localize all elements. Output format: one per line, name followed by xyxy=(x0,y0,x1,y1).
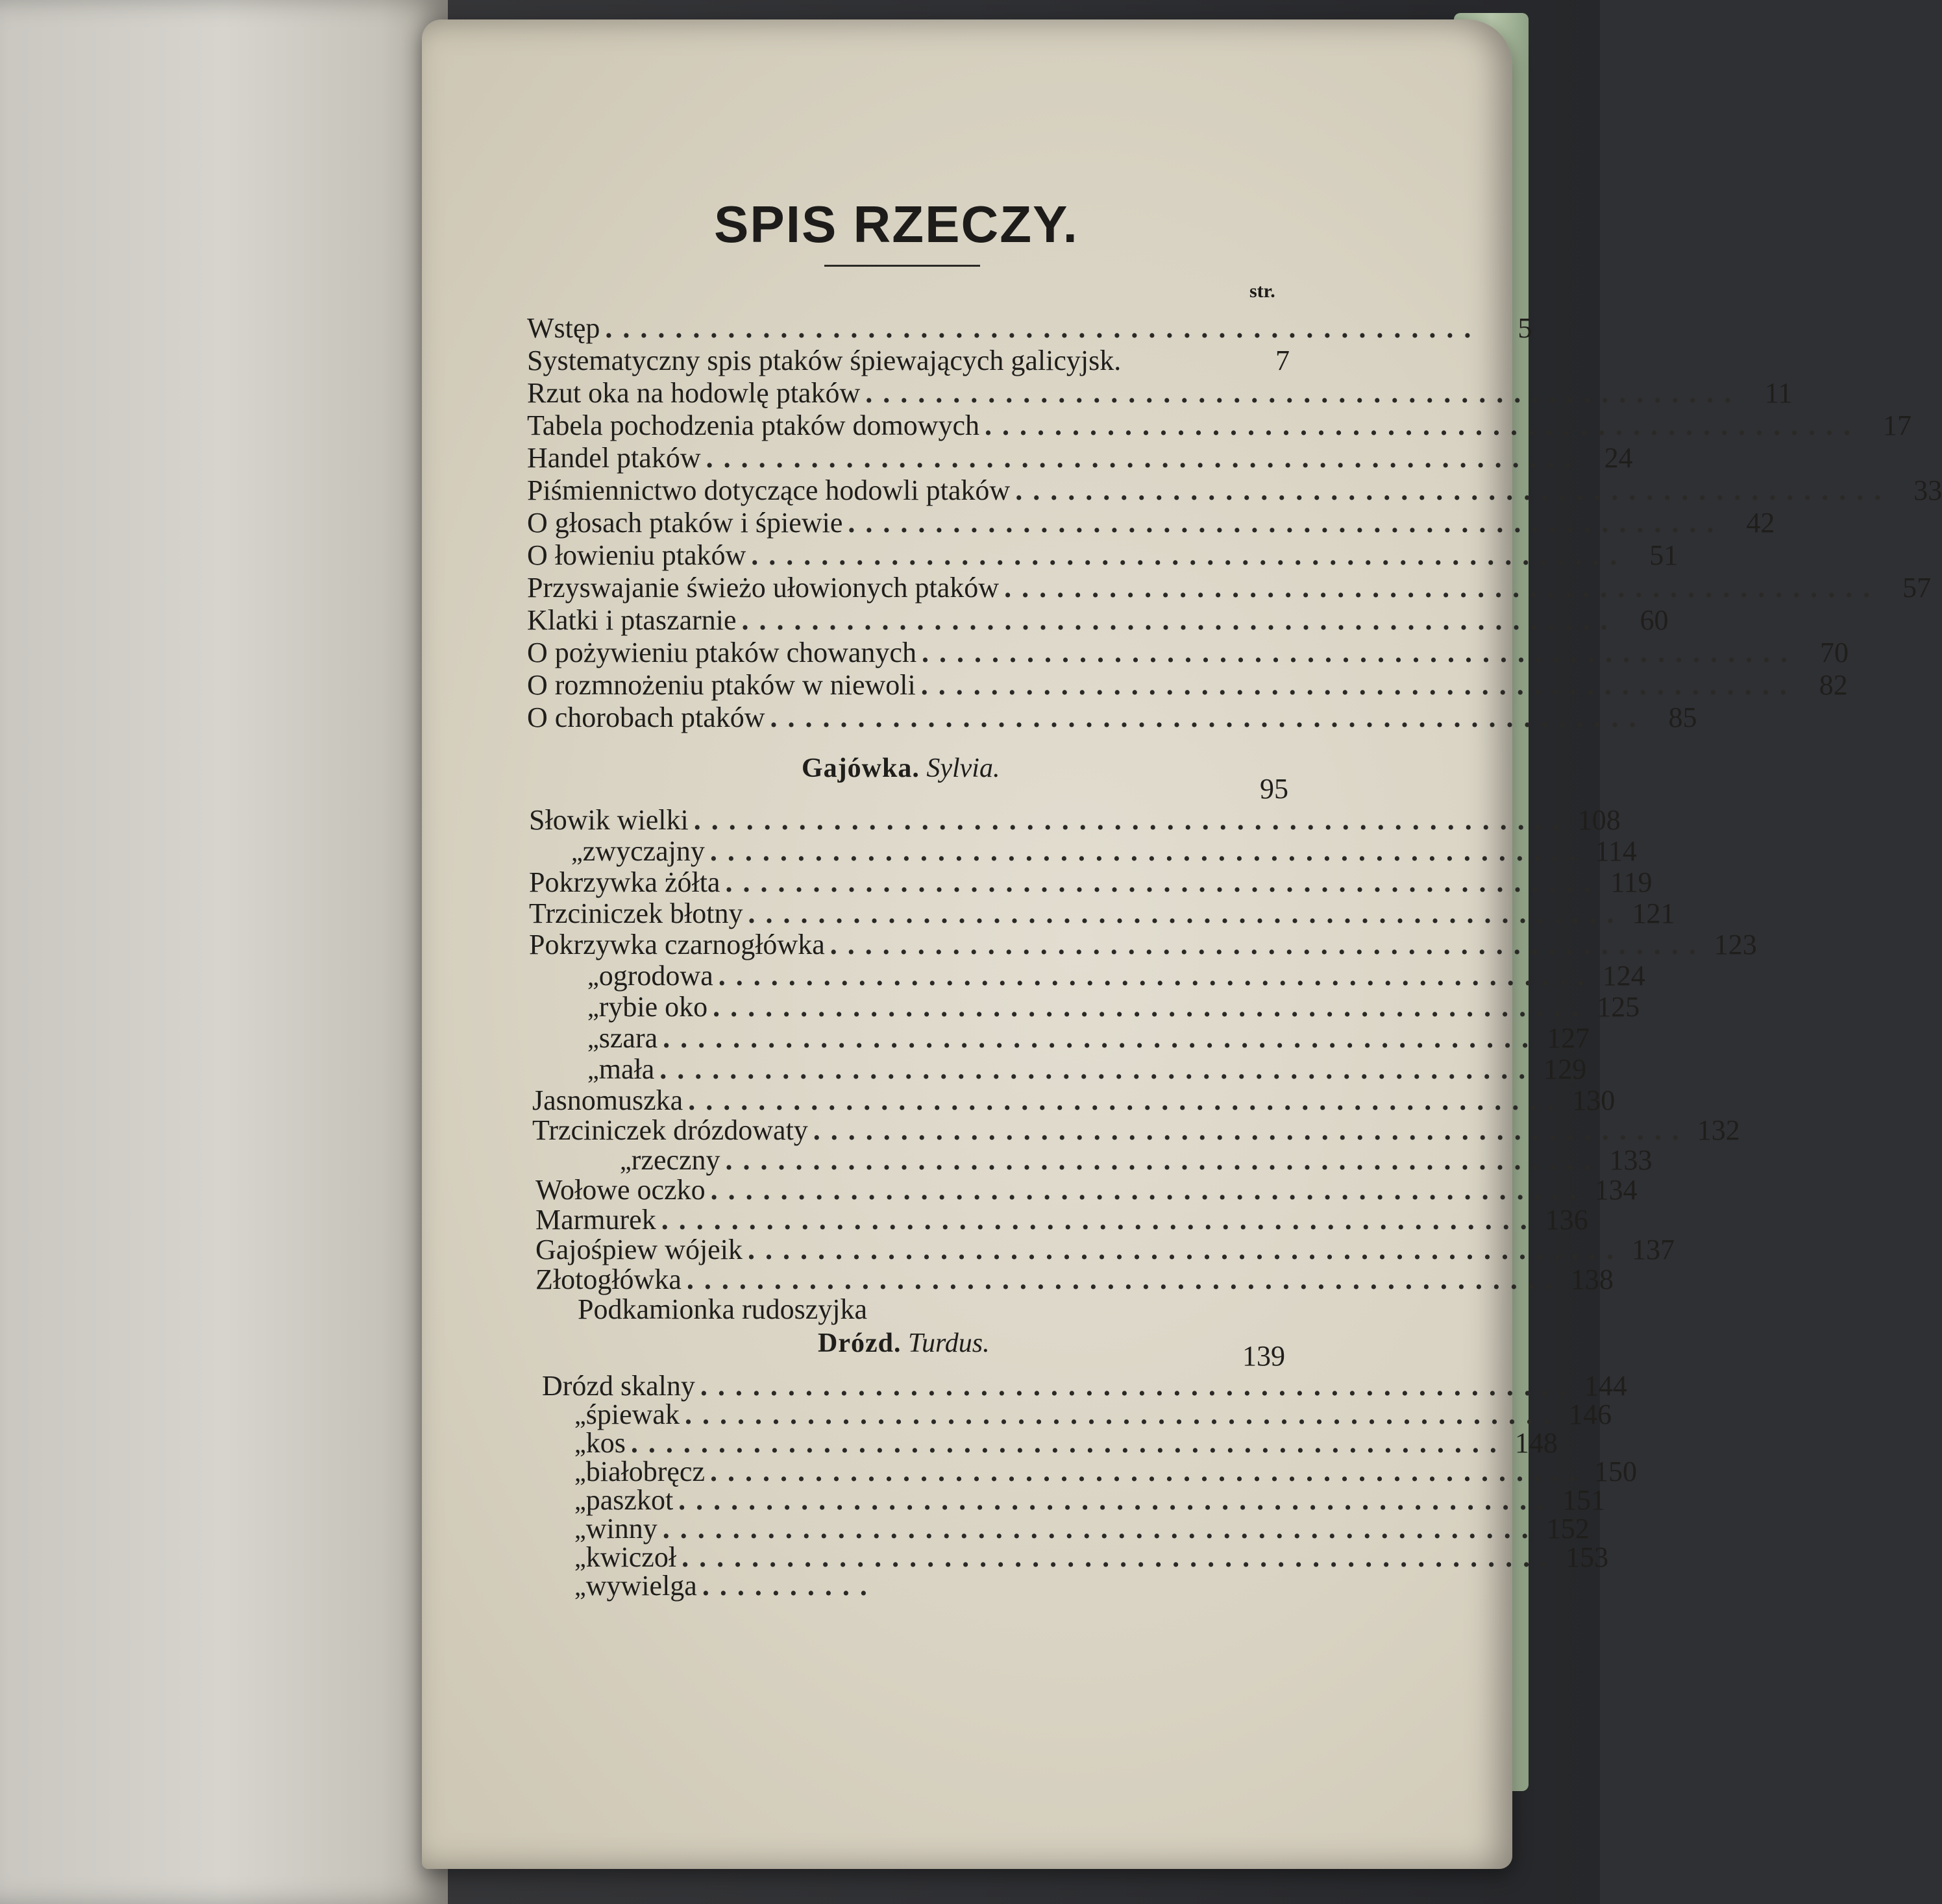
toc-entry-page: 123 xyxy=(1714,929,1757,960)
section-heading xyxy=(802,753,1000,784)
leader-dots: .................................................. xyxy=(686,1263,1563,1295)
ditto-mark: „ xyxy=(574,1486,586,1515)
leader-dots: .................................................. xyxy=(684,1398,1561,1430)
toc-entry-label: Rzut oka na hodowlę ptaków xyxy=(527,377,861,409)
page-title: SPIS RZECZY. xyxy=(714,195,1079,253)
ditto-mark: „ xyxy=(587,1024,599,1053)
toc-row xyxy=(527,441,1633,475)
toc-row xyxy=(527,506,1775,540)
section-name: Gajówka. xyxy=(802,753,920,783)
toc-row xyxy=(571,835,1637,869)
leader-dots: .................................................. xyxy=(688,1084,1565,1116)
leader-dots: .................................................. xyxy=(678,1484,1555,1516)
toc-entry-label: Przyswajanie świeżo ułowionych ptaków xyxy=(527,572,1000,604)
section-name: Drózd. xyxy=(818,1328,902,1358)
toc-entry-label: Drózd skalny xyxy=(542,1370,695,1402)
toc-row xyxy=(587,1053,1587,1087)
leader-dots: .................................................. xyxy=(682,1541,1558,1573)
toc-entry-label: O łowieniu ptaków xyxy=(527,539,746,571)
toc-entry-label: O chorobach ptaków xyxy=(527,702,765,733)
toc-row xyxy=(527,539,1678,572)
toc-entry-label: Podkamionka rudoszyjka xyxy=(578,1293,868,1325)
toc-entry-label: O rozmnożeniu ptaków w niewoli xyxy=(527,669,916,701)
toc-entry-page: 114 xyxy=(1595,835,1637,867)
toc-entry-page: 125 xyxy=(1597,991,1640,1023)
leader-dots: .................................................. xyxy=(661,1204,1538,1236)
toc-entry-page: 150 xyxy=(1593,1456,1637,1487)
toc-entry-label: Wstęp xyxy=(527,312,600,344)
toc-entry-label: wywielga xyxy=(585,1570,697,1602)
toc-row xyxy=(535,1233,1675,1267)
toc-entry-page: 60 xyxy=(1640,604,1669,636)
toc-entry-label: O pożywieniu ptaków chowanych xyxy=(527,637,916,668)
toc-entry-page: 82 xyxy=(1819,669,1848,701)
leader-dots: .................................................. xyxy=(830,929,1706,960)
leader-dots: .................................................. xyxy=(605,312,1482,344)
toc-entry-page: 57 xyxy=(1902,572,1932,604)
toc-entry-label: rybie oko xyxy=(598,991,708,1023)
ditto-mark: „ xyxy=(587,962,599,991)
toc-entry-page: 138 xyxy=(1570,1263,1614,1295)
leader-dots: .................................................. xyxy=(848,507,1725,539)
leader-dots: .................................................. xyxy=(747,1234,1624,1265)
leader-dots: .................................................. xyxy=(770,702,1647,733)
toc-entry-page: 151 xyxy=(1562,1484,1606,1516)
toc-entry-page: 17 xyxy=(1883,409,1912,441)
toc-entry-label: Marmurek xyxy=(535,1204,656,1236)
toc-row xyxy=(527,668,1848,702)
ditto-mark: „ xyxy=(574,1515,586,1544)
leader-dots: .................................................. xyxy=(985,409,1862,441)
leader-dots: .................................................. xyxy=(725,1144,1602,1176)
toc-entry-label: Gajośpiew wójeik xyxy=(535,1234,743,1265)
toc-entry-label: O głosach ptaków i śpiewie xyxy=(527,507,843,539)
toc-entry-label: Tabela pochodzenia ptaków domowych xyxy=(527,409,980,441)
toc-entry-page: 108 xyxy=(1577,804,1621,836)
toc-row xyxy=(527,376,1793,410)
leader-dots: .................................................. xyxy=(921,637,1798,668)
toc-entry-page: 132 xyxy=(1697,1114,1740,1146)
section-page: 139 xyxy=(1242,1340,1285,1372)
ditto-mark: „ xyxy=(574,1400,586,1430)
toc-entry-label: Trzciniczek drózdowaty xyxy=(532,1114,808,1146)
toc-entry-label: Trzciniczek błotny xyxy=(529,897,743,929)
toc-entry-page: 134 xyxy=(1594,1174,1638,1206)
leader-dots: .................................................. xyxy=(920,669,1797,701)
toc-entry-label: kos xyxy=(585,1427,626,1459)
toc-entry-page: 152 xyxy=(1546,1513,1590,1544)
toc-entry-label: Piśmiennictwo dotyczące hodowli ptaków xyxy=(527,474,1011,506)
toc-entry-label: zwyczajny xyxy=(582,835,705,867)
toc-entry-page: 11 xyxy=(1764,377,1793,409)
ditto-mark: „ xyxy=(587,993,599,1022)
toc-entry-label: Pokrzywka żółta xyxy=(529,866,720,898)
toc-entry-label: Słowik wielki xyxy=(529,804,689,836)
page-column-label: str. xyxy=(1249,280,1275,302)
toc-entry-page: 124 xyxy=(1602,960,1645,992)
toc-row xyxy=(529,803,1621,837)
ditto-mark: „ xyxy=(574,1458,586,1487)
toc-row xyxy=(527,701,1697,735)
toc-entry-page: 129 xyxy=(1543,1053,1587,1085)
toc-entry-label: ogrodowa xyxy=(598,960,713,992)
ditto-mark: „ xyxy=(574,1572,586,1601)
toc-entry-page: 136 xyxy=(1545,1204,1588,1236)
toc-entry-page: 148 xyxy=(1514,1427,1558,1459)
leader-dots: .................................................. xyxy=(1004,572,1881,604)
leader-dots: .................................................. xyxy=(710,1174,1587,1206)
section-latin-name: Sylvia. xyxy=(926,753,1000,783)
leader-dots: .................................................. xyxy=(659,1053,1536,1085)
toc-entry-label: rzeczny xyxy=(631,1144,720,1176)
toc-entry-page: 121 xyxy=(1632,897,1675,929)
toc-row xyxy=(529,866,1653,899)
leader-dots: .................................................. xyxy=(662,1513,1539,1544)
ditto-mark: „ xyxy=(571,837,583,866)
toc-row xyxy=(574,1569,878,1604)
toc-entry-page: 133 xyxy=(1609,1144,1653,1176)
toc-entry-label: kwiczoł xyxy=(585,1541,677,1573)
toc-row xyxy=(587,959,1645,994)
toc-row xyxy=(527,409,1912,443)
toc-entry-page: 85 xyxy=(1668,702,1697,733)
leader-dots: .................................................. xyxy=(693,804,1570,836)
toc-row xyxy=(529,897,1675,931)
toc-entry-label: Złotogłówka xyxy=(535,1263,682,1295)
toc-entry-label: śpiewak xyxy=(585,1398,680,1430)
toc-row xyxy=(535,1263,1614,1297)
toc-entry-page: 137 xyxy=(1631,1234,1675,1265)
toc-entry-label: Klatki i ptaszarnie xyxy=(527,604,737,636)
toc-row xyxy=(535,1203,1588,1237)
toc-entry-page: 130 xyxy=(1572,1084,1616,1116)
toc-row xyxy=(587,990,1640,1025)
leader-dots: .................................................. xyxy=(663,1022,1540,1054)
toc-entry-label: Systematyczny spis ptaków śpiewających galicyjsk. xyxy=(527,345,1122,376)
leader-dots: .................................................. xyxy=(630,1427,1507,1459)
leader-dots: .................................................. xyxy=(813,1114,1690,1146)
ditto-mark: „ xyxy=(587,1055,599,1084)
section-latin-name: Turdus. xyxy=(907,1328,990,1358)
ditto-mark: „ xyxy=(620,1146,632,1175)
toc-entry-page: 144 xyxy=(1584,1370,1627,1402)
leader-dots: .................................................. xyxy=(725,866,1602,898)
toc-row xyxy=(527,571,1932,605)
toc-entry-label: Handel ptaków xyxy=(527,442,701,474)
leader-dots: .................................................. xyxy=(706,442,1582,474)
toc-entry-label: mała xyxy=(598,1053,655,1085)
toc-entry-page: 70 xyxy=(1819,637,1849,668)
toc-entry-label: szara xyxy=(598,1022,658,1054)
leader-dots: .................................................. xyxy=(718,960,1595,992)
toc-row xyxy=(532,1084,1616,1117)
toc-row xyxy=(527,636,1849,670)
toc-row xyxy=(527,344,1290,378)
leader-dots: .................................................. xyxy=(751,539,1628,571)
toc-entry-page: 5 xyxy=(1518,312,1532,344)
leader-dots: .................................................. xyxy=(709,1456,1586,1487)
toc-entry-page: 7 xyxy=(1275,345,1290,376)
toc-row xyxy=(535,1173,1638,1207)
toc-entry-page: 153 xyxy=(1566,1541,1609,1573)
toc-entry-page: 146 xyxy=(1568,1398,1612,1430)
ditto-mark: „ xyxy=(574,1429,586,1458)
leader-dots: .................................................. xyxy=(741,604,1618,636)
toc-entry-label: winny xyxy=(585,1513,658,1544)
toc-entry-label: białobręcz xyxy=(585,1456,705,1487)
toc-entry-label: Wołowe oczko xyxy=(535,1174,706,1206)
toc-row xyxy=(532,1114,1740,1147)
toc-entry-label: Jasnomuszka xyxy=(532,1084,683,1116)
toc-entry-label: paszkot xyxy=(585,1484,674,1516)
toc-entry-page: 127 xyxy=(1547,1022,1590,1054)
toc-entry-page: 33 xyxy=(1913,474,1942,506)
toc-row xyxy=(587,1021,1590,1056)
toc-row xyxy=(527,474,1942,507)
leader-dots: .................................................. xyxy=(713,991,1590,1023)
toc-entry-page: 42 xyxy=(1746,507,1775,539)
ditto-mark: „ xyxy=(574,1543,586,1572)
toc-row xyxy=(539,1293,1292,1326)
leader-dots: .................................................. xyxy=(1015,474,1892,506)
section-page: 95 xyxy=(1260,773,1288,805)
leader-dots: .................................................. xyxy=(748,897,1625,929)
toc-entry-page: 51 xyxy=(1649,539,1678,571)
leader-dots: .................................................. xyxy=(709,835,1586,867)
leader-dots: .................................................. xyxy=(865,377,1742,409)
toc-entry-page: 119 xyxy=(1610,866,1653,898)
section-heading xyxy=(818,1328,990,1359)
leader-dots: .................................................. xyxy=(700,1370,1577,1402)
toc-row xyxy=(527,604,1669,637)
toc-entry-page: 24 xyxy=(1604,442,1633,474)
leader-dots: .......... xyxy=(702,1570,878,1602)
toc-row xyxy=(527,311,1532,345)
toc-row xyxy=(529,928,1757,962)
toc-entry-label: Pokrzywka czarnogłówka xyxy=(529,929,825,960)
